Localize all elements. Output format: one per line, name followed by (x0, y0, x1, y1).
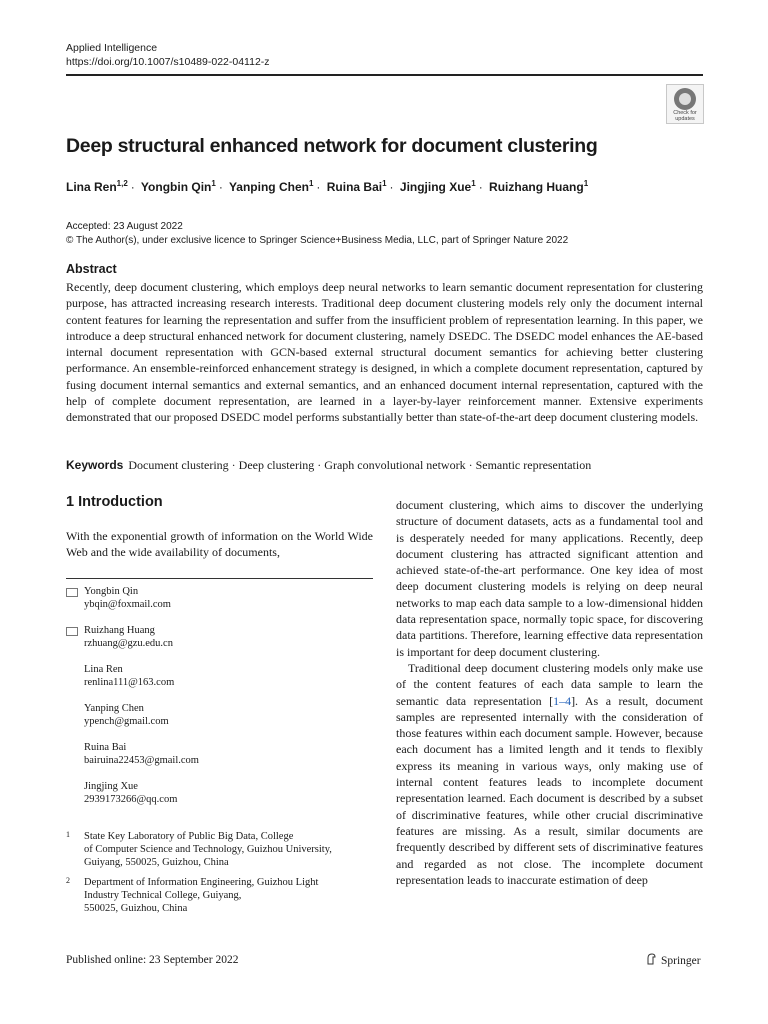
springer-horse-icon (646, 953, 657, 965)
envelope-icon (66, 627, 78, 636)
email-link[interactable]: 2939173266@qq.com (84, 794, 178, 805)
check-for-updates-badge[interactable] (666, 84, 704, 124)
check-updates-icon (674, 88, 696, 110)
author[interactable]: Jingjing Xue$^1$ (399, 179, 476, 194)
abstract-text: Recently, deep document clustering, which employs deep neural networks to learn semantic document representation for clustering purpose, has attracted increasing research interests. Traditional deep document clustering models rely only the document internal content features for learning the representation and suffer from the insufficient problem of representation learning. In this paper, we introduce a deep structural enhanced network for document clustering, namely DSEDC. The DSEDC model enhances the AE-based internal document representation with GCN-based external structural document semantics for achieving better clustering performance. An ensemble-reinforced enhancement strategy is designed, in which a complete document representation, captured by fusing document internal semantics and external semantics, and an enhanced document internal representation, captured with the help of complete document representation, are learned in a layer-by-layer reinforcement manner. Extensive experiments demonstrated that our proposed DSEDC model performs substantially better than state-of-the-art deep document clustering models. (66, 280, 703, 425)
author[interactable]: Ruina Bai$^1$ (326, 179, 387, 194)
intro-right-column (396, 497, 703, 888)
email-link[interactable]: bairuina22453@gmail.com (84, 755, 199, 766)
published-online: Published online: 23 September 2022 (66, 954, 239, 966)
email-link[interactable]: rzhuang@gzu.edu.cn (84, 638, 173, 649)
contact-entry: Lina Ren renlina111@163.com (66, 663, 174, 689)
contact-entry: Ruizhang Huang rzhuang@gzu.edu.cn (66, 624, 173, 650)
citation-link[interactable]: 1–4 (553, 693, 572, 708)
header-rule (66, 74, 703, 76)
contact-entry: Jingjing Xue 2939173266@qq.com (66, 780, 177, 806)
section-heading: 1 Introduction (66, 494, 163, 510)
publication-dates (66, 220, 568, 248)
accepted-date: Accepted: 23 August 2022 (66, 221, 183, 232)
author[interactable]: Ruizhang Huang$^1$ (489, 179, 589, 194)
paper-title: Deep structural enhanced network for document clustering (66, 135, 598, 157)
publisher-logo: Springer (646, 953, 701, 967)
email-link[interactable]: ypench@gmail.com (84, 716, 169, 727)
journal-name: Applied Intelligence (66, 42, 158, 54)
contact-entry: Ruina Bai bairuina22453@gmail.com (66, 741, 199, 767)
author[interactable]: Lina Ren$^{1,2}$ (66, 179, 128, 194)
keywords (66, 458, 706, 473)
envelope-icon (66, 588, 78, 597)
paragraph: Traditional deep document clustering models only make use of the content features of each data sample to learn the semantic data representation [1–4]. As a result, document samples are represented internally with the consideration of those features within each document sample. However, because each document has a limited length and it tends to flexibly express its meaning in various ways, only making use of internal content features leads to incomplete document representation learned. Each document is described by a subset of discriminative features, while other crucial discriminative features are missing. As a result, similar documents are frequently described by different sets of discriminative features and regarded as not close. The incomplete document representation leads to inaccurate estimation of deep (396, 660, 703, 887)
contact-entry: Yanping Chen ypench@gmail.com (66, 702, 169, 728)
copyright-line: © The Author(s), under exclusive licence to Springer Science+Business Media, LLC, part of Springer Nature 2022 (66, 235, 569, 246)
abstract-heading: Abstract (66, 262, 117, 276)
keywords-label: Keywords (66, 458, 124, 472)
check-updates-label: Check for updates (673, 110, 697, 122)
contact-entry: Yongbin Qin ybqin@foxmail.com (66, 585, 171, 611)
author[interactable]: Yongbin Qin$^1$ (140, 179, 216, 194)
paragraph: document clustering, which aims to discover the underlying structure of document datasets, acts as a fundamental tool and is desperately needed for many applications. Recently, deep document clustering has attracted significant attention and achieved state-of-the-art performance. One key idea of most deep document clustering models is relying on deep neural networks to map each data sample to a low-dimensional hidden data representation space, normally topic space, for discovering data partitions. Therefore, learning effective data representation is important for deep document clustering. (396, 498, 703, 659)
author-list: Lina Ren$^{1,2}$ · Yongbin Qin$^1$ · Yanping Chen$^1$ · Ruina Bai$^1$ · Jingjing Xue$^1$ · Ruizhang Huang$^1$ (66, 179, 589, 194)
affiliation: 1 State Key Laboratory of Public Big Data, College of Computer Science and Technology, Guizhou University, Guiyang, 550025, Guizhou, China (66, 830, 332, 868)
keywords-text: Document clustering · Deep clustering · Graph convolutional network · Semantic representation (128, 458, 592, 472)
intro-left-text: With the exponential growth of information on the World Wide Web and the wide availability of documents, (66, 529, 373, 560)
email-link[interactable]: renlina111@163.com (84, 677, 175, 688)
footnote-rule (66, 578, 373, 579)
journal-header (66, 41, 270, 69)
email-link[interactable]: ybqin@foxmail.com (84, 599, 171, 610)
author[interactable]: Yanping Chen$^1$ (228, 179, 314, 194)
affiliation: 2 Department of Information Engineering, Guizhou Light Industry Technical College, Guiyang, 550025, Guizhou, China (66, 876, 319, 914)
doi-link[interactable]: https://doi.org/10.1007/s10489-022-04112-z (66, 56, 270, 68)
